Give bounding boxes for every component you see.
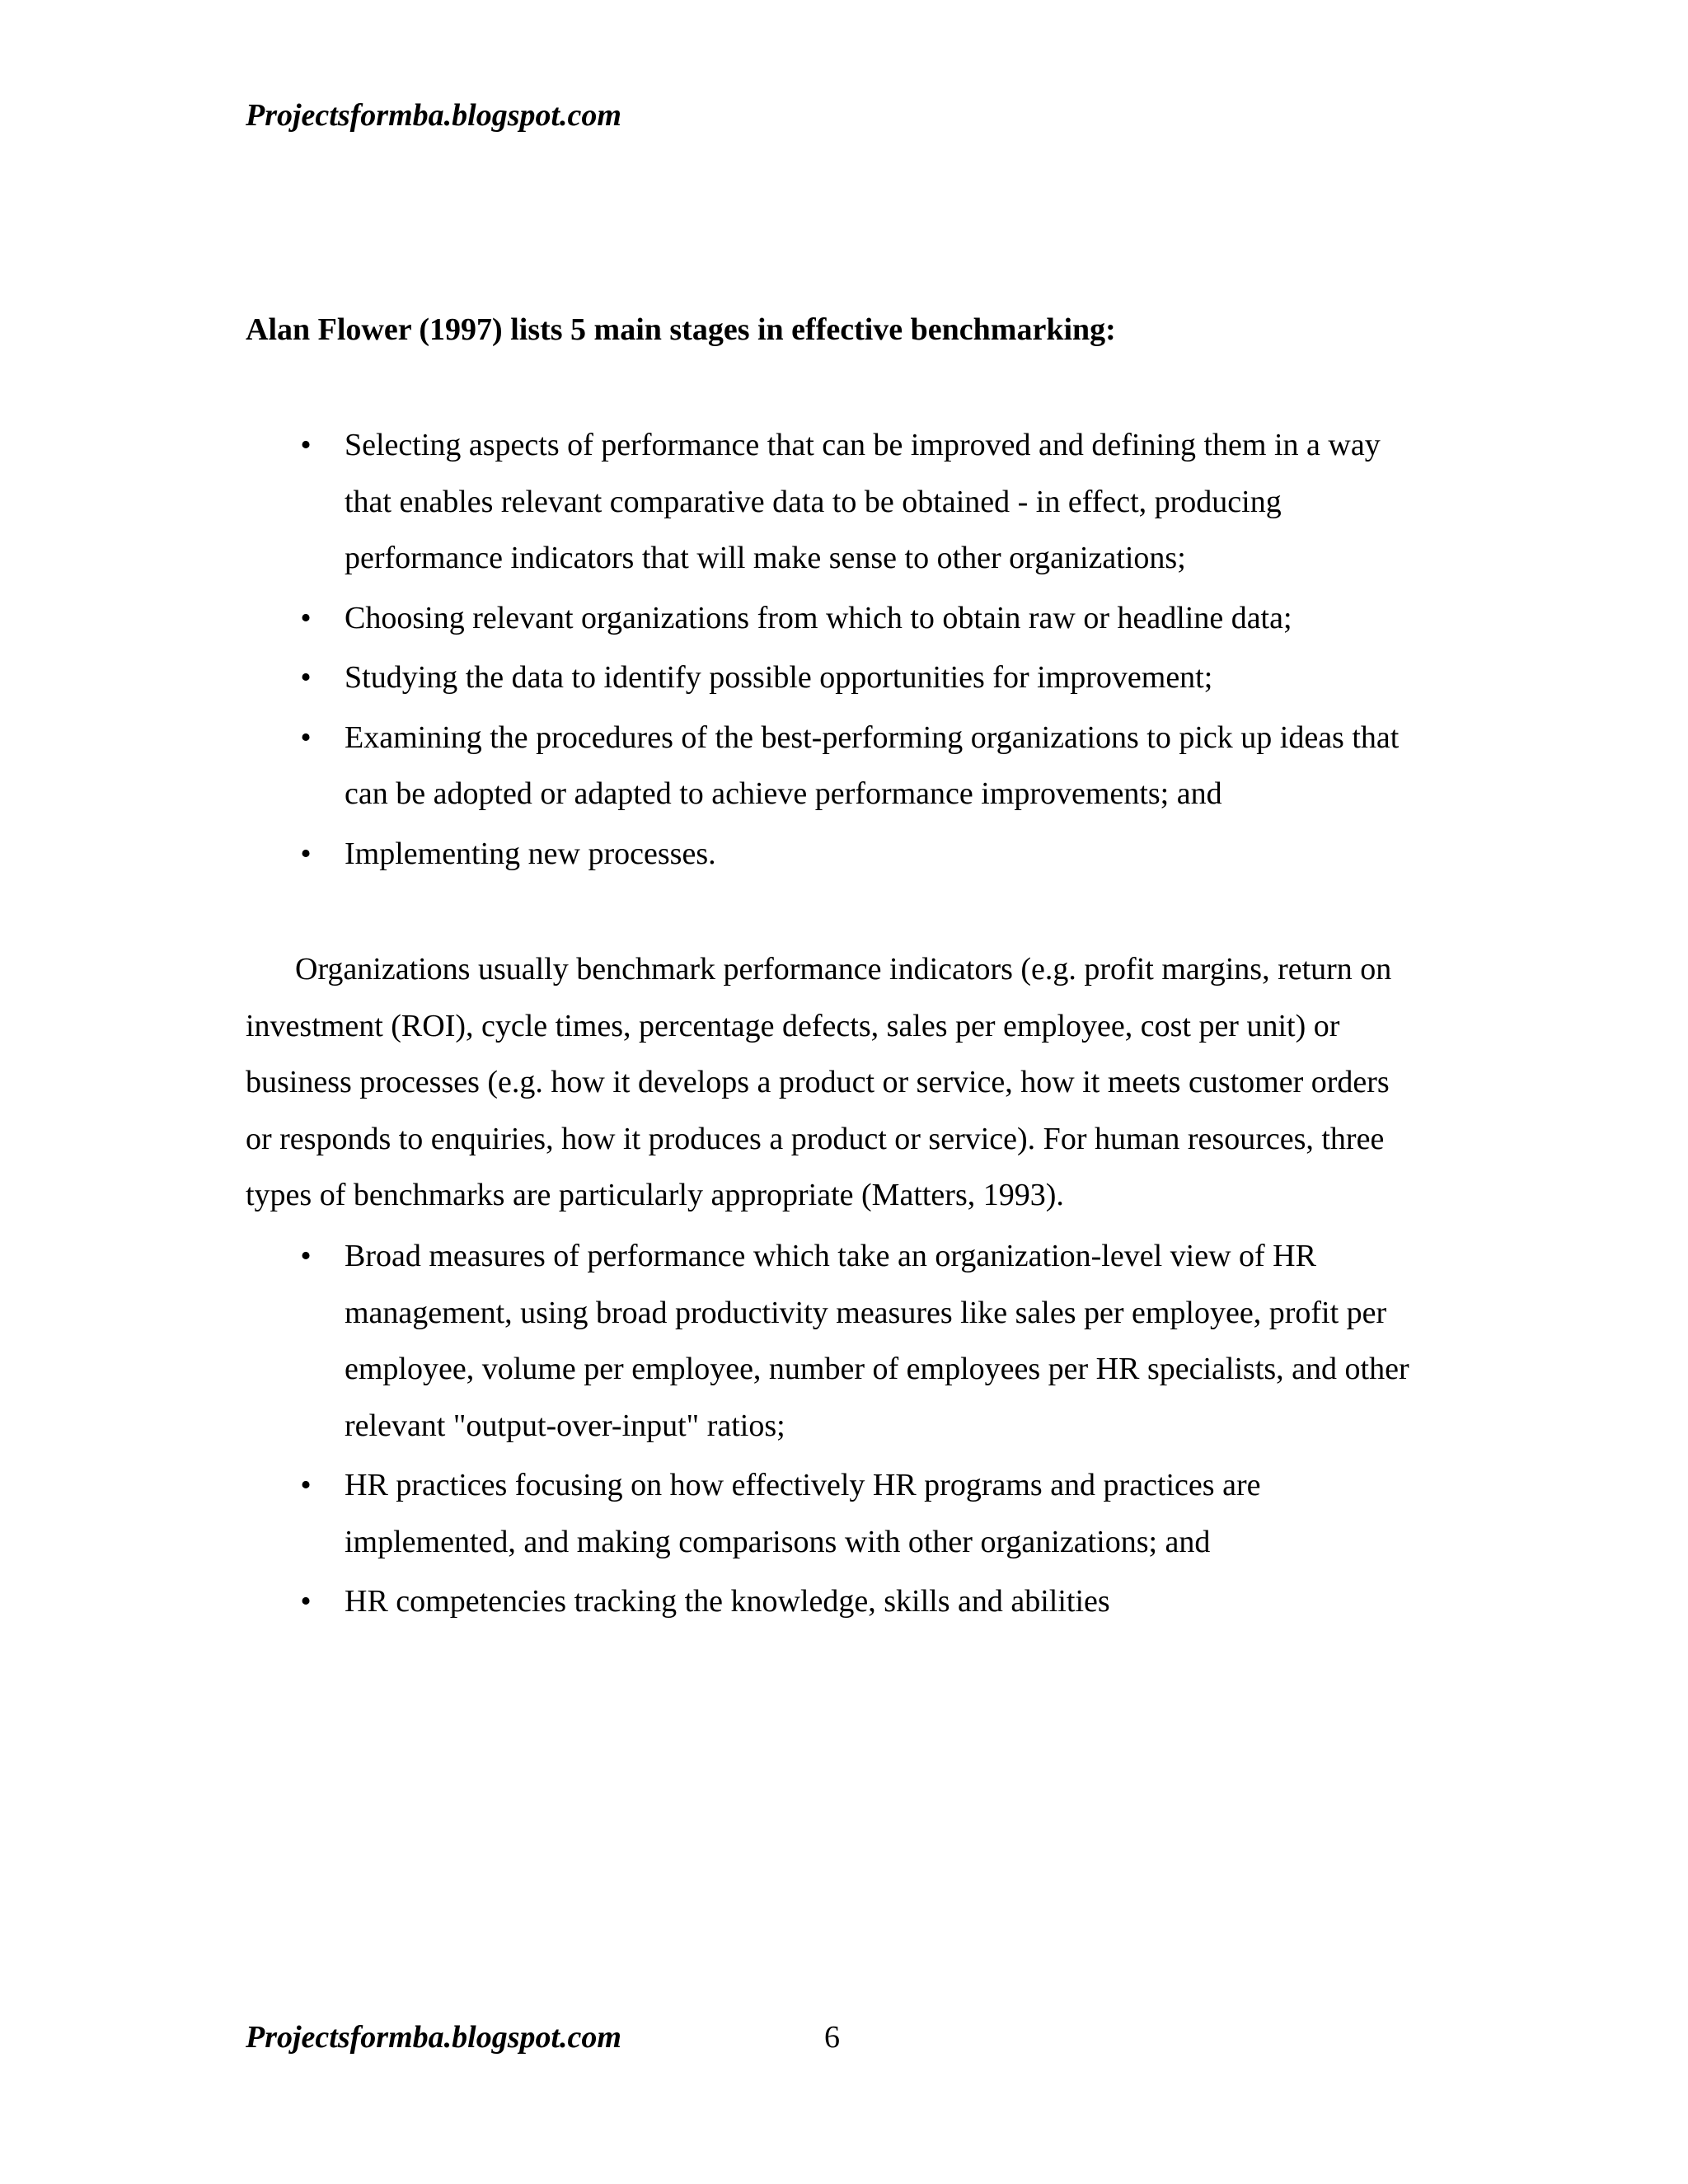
page-footer-site: Projectsformba.blogspot.com: [246, 2020, 621, 2055]
bullet-icon: •: [300, 719, 312, 755]
list-item: [246, 590, 1432, 647]
page-number: 6: [824, 2020, 840, 2055]
bullet-icon: •: [300, 836, 312, 871]
bullet-icon: •: [300, 1584, 312, 1619]
list-item-text: HR practices focusing on how effectively HR programs and practices are implemented, and making comparisons with other organizations; and: [345, 1468, 1261, 1559]
bullet-icon: •: [300, 1239, 312, 1273]
benchmarking-stages-list: [246, 417, 1432, 885]
list-item-text: Examining the procedures of the best-performing organizations to pick up ideas that can be adopted or adapted to achieve performance improvements; and: [345, 719, 1400, 811]
list-item-text: HR competencies tracking the knowledge, skills and abilities: [345, 1584, 1110, 1619]
list-item: [246, 1573, 1432, 1630]
bullet-icon: •: [300, 1468, 312, 1502]
list-item: [246, 710, 1432, 823]
section-heading: Alan Flower (1997) lists 5 main stages in effective benchmarking:: [246, 312, 1116, 347]
list-item-text: Choosing relevant organizations from which to obtain raw or headline data;: [345, 600, 1292, 635]
bullet-icon: •: [300, 600, 312, 635]
bullet-icon: •: [300, 428, 312, 462]
body-paragraph: Organizations usually benchmark performance indicators (e.g. profit margins, return on investment (ROI), cycle times, percentage defects, sales per employee, cost per unit) or business processes (e.g. how it develops a product or service, how it meets customer orders or responds to enquiries, how it produces a product or service). For human resources, three types of benchmarks are particularly appropriate (Matters, 1993).: [246, 952, 1392, 1212]
bullet-icon: •: [300, 660, 312, 695]
list-item-text: Broad measures of performance which take an organization-level view of HR management, using broad productivity measures like sales per employee, profit per employee, volume per employee, number of employees per HR specialists, and other relevant "output-over-input" ratios;: [345, 1239, 1409, 1443]
list-item: [246, 826, 1432, 883]
page-header-site: Projectsformba.blogspot.com: [246, 98, 621, 133]
list-item-text: Selecting aspects of performance that can be improved and defining them in a way that enables relevant comparative data to be obtained - in effect, producing performance indicators that will make sense to other organizations;: [345, 428, 1381, 575]
list-item: [246, 649, 1432, 706]
list-item-text: Studying the data to identify possible opportunities for improvement;: [345, 660, 1213, 695]
list-item: [246, 1228, 1432, 1454]
hr-benchmarks-list: [246, 1228, 1432, 1633]
list-item-text: Implementing new processes.: [345, 836, 716, 871]
list-item: [246, 417, 1432, 587]
list-item: [246, 1457, 1432, 1570]
